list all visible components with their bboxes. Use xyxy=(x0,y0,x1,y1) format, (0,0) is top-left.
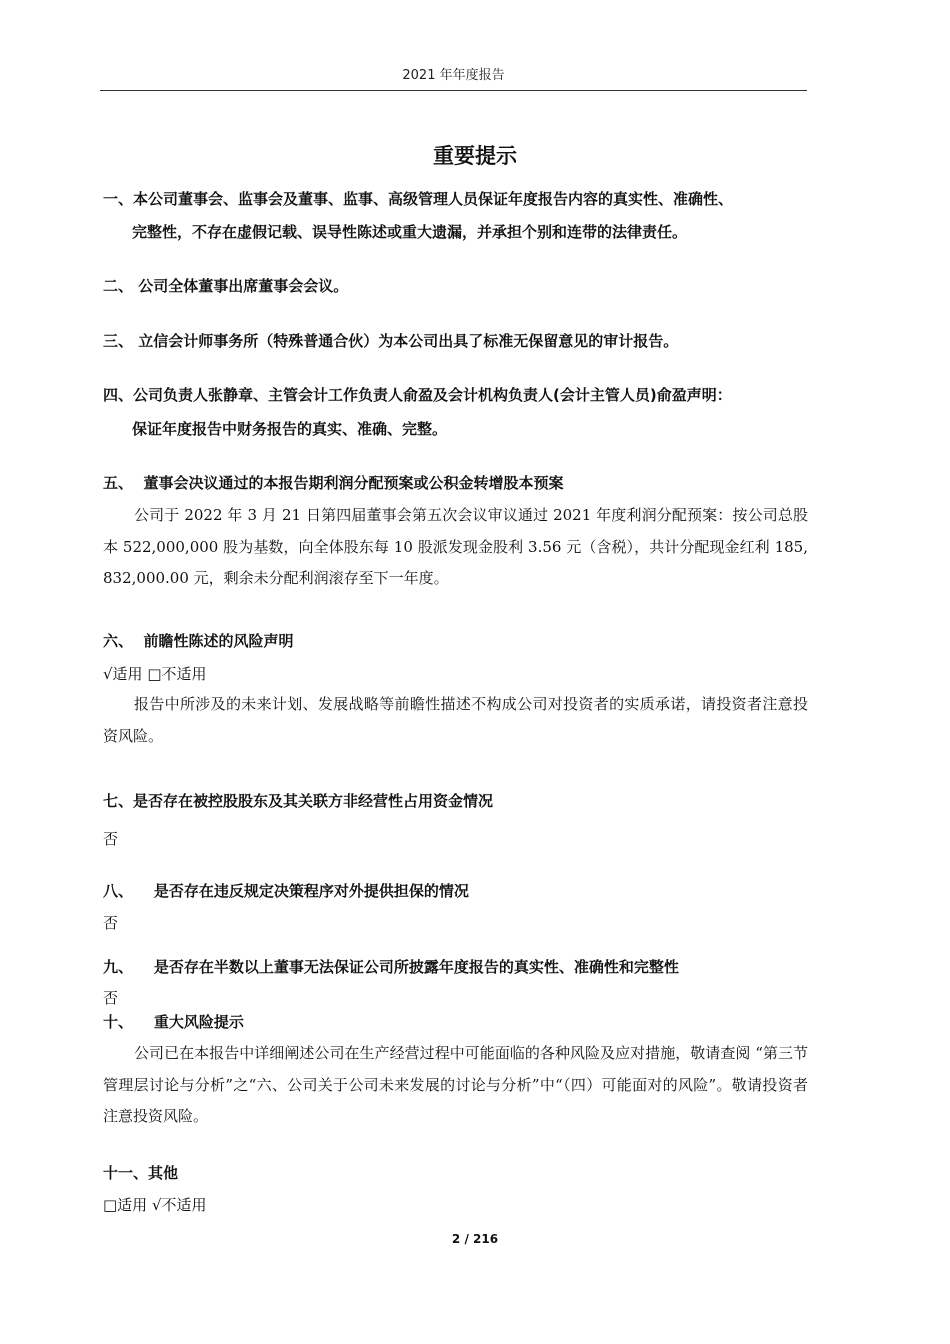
section-11-number: 十一、 xyxy=(103,1164,149,1182)
section-1-text: 本公司董事会、监事会及董事、监事、高级管理人员保证年度报告内容的真实性、准确性、 xyxy=(133,190,734,208)
section-1-continuation: 完整性，不存在虚假记载、误导性陈述或重大遗漏，并承担个别和连带的法律责任。 xyxy=(132,223,688,241)
section-3-text: 立信会计师事务所（特殊普通合伙）为本公司出具了标准无保留意见的审计报告。 xyxy=(138,332,679,350)
section-6-heading xyxy=(103,630,293,651)
section-5-text: 董事会决议通过的本报告期利润分配预案或公积金转增股本预案 xyxy=(143,474,564,492)
section-8-answer: 否 xyxy=(103,914,119,932)
section-9-answer: 否 xyxy=(103,989,119,1007)
section-6-applicability: √适用 □不适用 xyxy=(103,665,207,683)
section-2-heading xyxy=(103,275,348,296)
section-10-body: 公司已在本报告中详细阐述公司在生产经营过程中可能面临的各种风险及应对措施，敬请查阅 “第三节 管理层讨论与分析”之“六、公司关于公司未来发展的讨论与分析”中“（四）可能面对的风险”。敬请投资者注意投资风险。 xyxy=(103,1044,808,1125)
section-11-applicability: □适用 √不适用 xyxy=(103,1196,207,1214)
section-7-text: 是否存在被控股股东及其关联方非经营性占用资金情况 xyxy=(133,792,494,810)
section-10-number: 十、 xyxy=(103,1013,134,1031)
section-5-number: 五、 xyxy=(103,474,134,492)
section-4-continuation: 保证年度报告中财务报告的真实、准确、完整。 xyxy=(132,420,448,438)
section-8-heading xyxy=(103,880,469,901)
section-7-number: 七、 xyxy=(103,792,134,810)
section-4-text: 公司负责人张静章、主管会计工作负责人俞盈及会计机构负责人(会计主管人员)俞盈声明： xyxy=(133,386,732,404)
section-11-heading xyxy=(103,1162,178,1183)
section-10-text: 重大风险提示 xyxy=(153,1013,244,1031)
section-8-number: 八、 xyxy=(103,882,134,900)
section-1-heading xyxy=(103,188,733,209)
section-9-number: 九、 xyxy=(103,958,134,976)
page-title: 重要提示 xyxy=(433,144,517,168)
section-7-answer: 否 xyxy=(103,830,119,848)
section-2-number: 二、 xyxy=(103,277,134,295)
section-10-heading xyxy=(103,1011,244,1032)
section-1-number: 一、 xyxy=(103,190,134,208)
page-header xyxy=(100,64,807,91)
section-5-body: 公司于 2022 年 3 月 21 日第四届董事会第五次会议审议通过 2021 年度利润分配预案：按公司总股本 522,000,000 股为基数，向全体股东每 10 股派发现金股利 3.56 元（含税），共计分配现金红利 185,832,000.00 元，剩余未分配利润滚存至下一年度。 xyxy=(103,506,808,587)
section-6-number: 六、 xyxy=(103,632,134,650)
section-3-heading xyxy=(103,330,678,351)
section-6-body: 报告中所涉及的未来计划、发展战略等前瞻性描述不构成公司对投资者的实质承诺，请投资者注意投资风险。 xyxy=(103,695,808,745)
section-2-text: 公司全体董事出席董事会会议。 xyxy=(138,277,349,295)
page-number: 2 / 216 xyxy=(451,1232,499,1246)
section-4-number: 四、 xyxy=(103,386,134,404)
section-7-heading xyxy=(103,790,493,811)
section-3-number: 三、 xyxy=(103,332,134,350)
section-6-text: 前瞻性陈述的风险声明 xyxy=(143,632,294,650)
section-4-heading xyxy=(103,384,732,405)
section-5-heading xyxy=(103,472,563,493)
section-9-text: 是否存在半数以上董事无法保证公司所披露年度报告的真实性、准确性和完整性 xyxy=(153,958,679,976)
section-9-heading xyxy=(103,956,679,977)
section-8-text: 是否存在违反规定决策程序对外提供担保的情况 xyxy=(153,882,469,900)
header-title: 2021 年年度报告 xyxy=(402,68,505,83)
section-11-text: 其他 xyxy=(148,1164,179,1182)
